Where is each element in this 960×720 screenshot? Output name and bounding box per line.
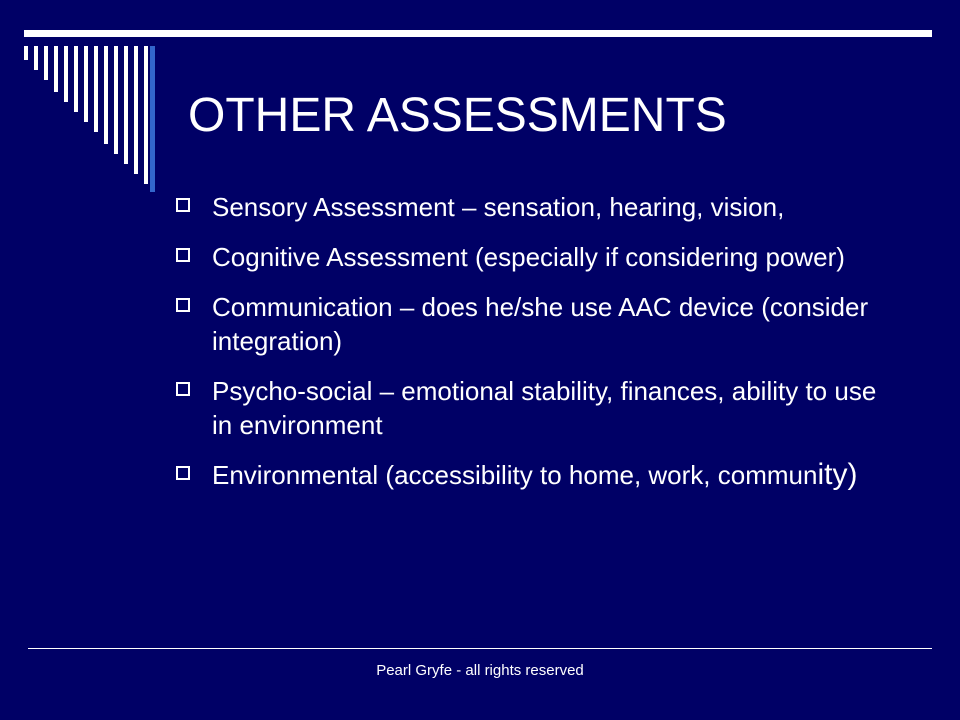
stripe	[124, 46, 128, 164]
bullet-text-start: Environmental (accessibility to home, work, commun	[212, 460, 818, 490]
hollow-square-icon	[176, 298, 190, 312]
stripe	[134, 46, 138, 174]
footer-rule	[28, 648, 932, 649]
hollow-square-icon	[176, 466, 190, 480]
bullet-text-end: ity)	[817, 458, 858, 491]
hollow-square-icon	[176, 248, 190, 262]
stripe	[84, 46, 88, 122]
stripe	[74, 46, 78, 112]
stripe	[44, 46, 48, 80]
stripe	[150, 46, 155, 192]
list-item	[176, 240, 896, 274]
slide-title: OTHER ASSESSMENTS	[188, 89, 727, 142]
bullet-text: Sensory Assessment – sensation, hearing, vision,	[212, 192, 785, 222]
stripe	[64, 46, 68, 102]
list-item	[176, 290, 896, 358]
bullet-text	[212, 460, 857, 490]
stripe	[104, 46, 108, 144]
bullet-text: Communication – does he/she use AAC device (consider integration)	[212, 292, 869, 356]
bullet-text: Psycho-social – emotional stability, finances, ability to use in environment	[212, 376, 877, 440]
decorative-stripes	[0, 0, 180, 200]
hollow-square-icon	[176, 382, 190, 396]
footer-text: Pearl Gryfe - all rights reserved	[376, 662, 584, 679]
bullet-text: Cognitive Assessment (especially if considering power)	[212, 242, 845, 272]
list-item	[176, 190, 896, 224]
stripe	[94, 46, 98, 132]
stripe	[114, 46, 118, 154]
hollow-square-icon	[176, 198, 190, 212]
stripe	[34, 46, 38, 70]
stripe	[54, 46, 58, 92]
bullet-list	[176, 190, 896, 508]
list-item	[176, 458, 896, 492]
stripe	[24, 46, 28, 60]
list-item	[176, 374, 896, 442]
stripe	[144, 46, 148, 184]
